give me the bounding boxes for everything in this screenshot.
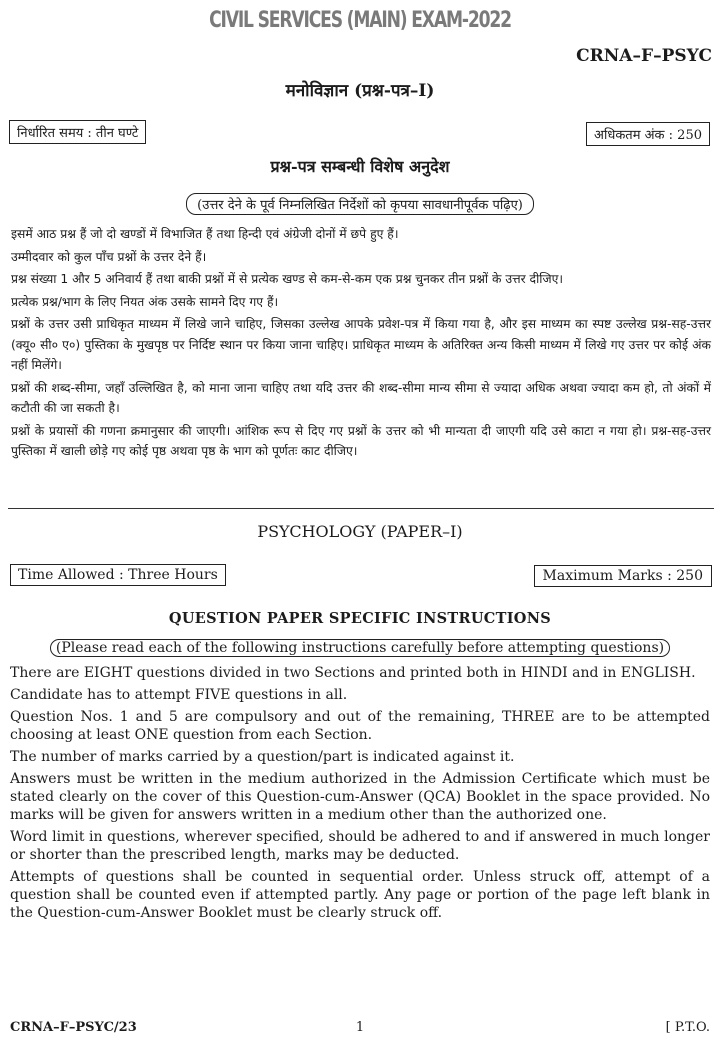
english-instruction: There are EIGHT questions divided in two Sections and printed both in HINDI and in ENGLISH. [10, 665, 696, 681]
paper-code: CRNA–F–PSYC [576, 46, 712, 66]
hindi-instruction: इसमें आठ प्रश्न हैं जो दो खण्डों में विभाजित हैं तथा हिन्दी एवं अंग्रेजी दोनों में छपे हुए हैं। [11, 227, 399, 241]
hindi-instruction: प्रश्नों की शब्द-सीमा, जहाँ उल्लिखित है, को माना जाना चाहिए तथा यदि उत्तर की शब्द-सीमा मान्य सीमा से ज्यादा अधिक अथवा ज्यादा कम हो, तो अंकों में कटौती की जा सकती है। [11, 380, 711, 415]
english-instruction: Answers must be written in the medium authorized in the Admission Certificate which must be stated clearly on the cover of this Question-cum-Answer (QCA) Booklet in the space provided. No marks will be given for answers written in a medium other than the authorized one. [10, 771, 710, 823]
hindi-instructions-heading: प्रश्न-पत्र सम्बन्धी विशेष अनुदेश [270, 157, 450, 176]
hindi-instruction: प्रश्नों के प्रयासों की गणना क्रमानुसार की जाएगी। आंशिक रूप से दिए गए प्रश्नों के उत्तर को भी मान्यता दी जाएगी यदि उसे काटा न गया हो। प्रश्न-सह-उत्तर पुस्तिका में खाली छोड़े गए कोई पृष्ठ अथवा पृष्ठ के भाग को पूर्णतः काट दीजिए। [11, 423, 711, 458]
hindi-instruction: उम्मीदवार को कुल पाँच प्रश्नों के उत्तर देने हैं। [11, 249, 207, 264]
english-instruction: Word limit in questions, wherever specified, should be adhered to and if answered in much longer or shorter than the prescribed length, marks may be deducted. [10, 829, 710, 863]
hindi-subheading-text: (उत्तर देने के पूर्व निम्नलिखित निर्देशों को कृपया सावधानीपूर्वक पढ़िए) [186, 193, 534, 215]
hindi-paper-title: मनोविज्ञान (प्रश्न-पत्र–I) [285, 81, 435, 101]
hindi-instruction: प्रत्येक प्रश्न/भाग के लिए नियत अंक उसके सामने दिए गए हैं। [11, 294, 279, 309]
english-instructions-list [10, 664, 710, 926]
hindi-instruction: प्रश्नों के उत्तर उसी प्राधिकृत माध्यम में लिखे जाने चाहिए, जिसका उल्लेख आपके प्रवेश-पत्र में किया गया है, और इस माध्यम का स्पष्ट उल्लेख प्रश्न-सह-उत्तर (क्यू० सी० ए०) पुस्तिका के मुखपृष्ठ पर निर्दिष्ट स्थान पर किया जाना चाहिए। प्राधिकृत माध्यम के अतिरिक्त अन्य किसी माध्यम में लिखे गए उत्तर पर कोई अंक नहीं मिलेंगे। [11, 317, 711, 372]
english-subheading-text: (Please read each of the following instructions carefully before attempting questions) [50, 639, 670, 657]
hindi-instructions-subheading [0, 193, 720, 215]
english-instruction: Candidate has to attempt FIVE questions in all. [10, 687, 348, 703]
english-instructions-heading: QUESTION PAPER SPECIFIC INSTRUCTIONS [168, 610, 552, 627]
pto-label: [ P.T.O. [665, 1020, 710, 1035]
english-paper-title: PSYCHOLOGY (PAPER–I) [257, 522, 463, 541]
section-divider [8, 508, 714, 509]
english-instruction: Attempts of questions shall be counted in sequential order. Unless struck off, attempt of a question shall be counted even if attempted partly. Any page or portion of the page left blank in the Question-cum-Answer Booklet must be clearly struck off. [10, 869, 710, 921]
hindi-max-marks-box: अधिकतम अंक : 250 [586, 122, 710, 146]
exam-title-banner: CIVIL SERVICES (MAIN) EXAM-2022 [209, 8, 511, 33]
english-instruction: Question Nos. 1 and 5 are compulsory and out of the remaining, THREE are to be attempted choosing at least ONE question from each Section. [10, 709, 710, 743]
english-instruction: The number of marks carried by a question/part is indicated against it. [10, 749, 515, 765]
footer-paper-code: CRNA–F–PSYC/23 [10, 1020, 137, 1035]
hindi-instruction: प्रश्न संख्या 1 और 5 अनिवार्य हैं तथा बाकी प्रश्नों में से प्रत्येक खण्ड से कम-से-कम एक प्रश्न चुनकर तीन प्रश्नों के उत्तर दीजिए। [11, 272, 564, 286]
english-max-marks-box: Maximum Marks : 250 [534, 565, 712, 587]
english-instructions-subheading [0, 639, 720, 657]
english-time-allowed-box: Time Allowed : Three Hours [10, 564, 226, 586]
page-number: 1 [355, 1020, 365, 1035]
hindi-time-allowed-box: निर्धारित समय : तीन घण्टे [9, 120, 146, 144]
hindi-instructions-list [11, 224, 711, 464]
